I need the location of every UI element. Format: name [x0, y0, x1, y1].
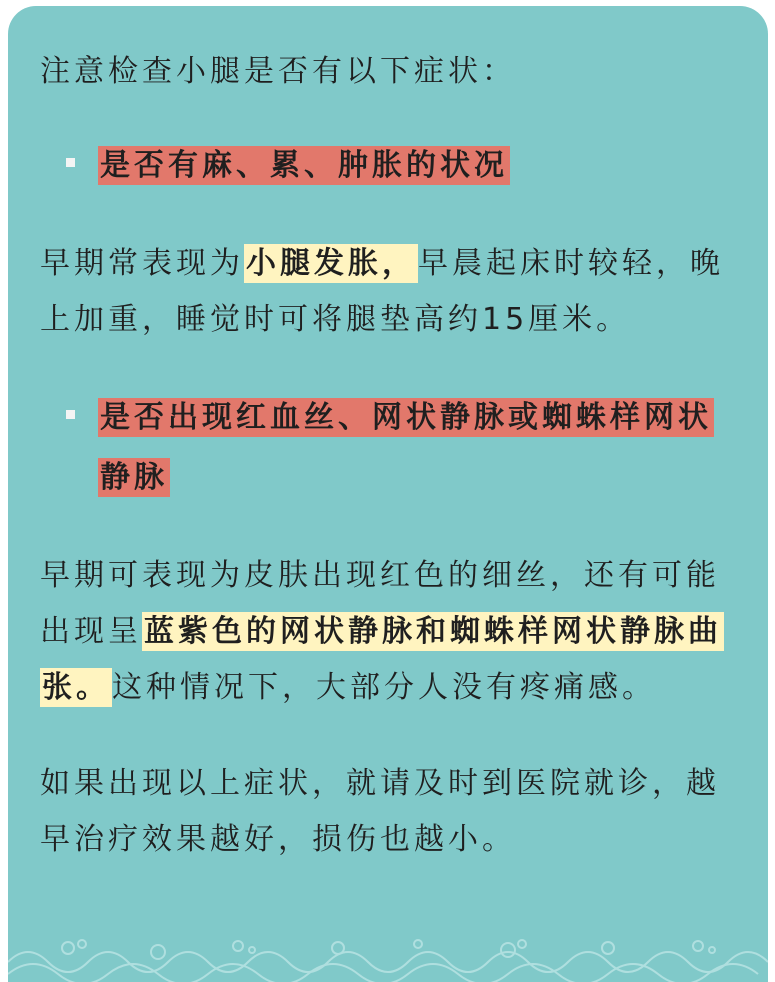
paragraph-2-highlight: 蓝紫色的网状静脉和蜘蛛样网状静脉曲张。: [42, 614, 722, 705]
paragraph-2: [40, 548, 740, 716]
paragraph-1-highlight: 小腿发胀，: [246, 246, 416, 281]
article-content: [40, 44, 740, 868]
article-card: [8, 6, 768, 982]
spacer: [40, 508, 740, 548]
intro-text: 注意检查小腿是否有以下症状：: [40, 54, 516, 89]
bullet-item-2-text: 是否出现红血丝、网状静脉或蜘蛛样网状静脉: [100, 400, 712, 495]
paragraph-1-after: 早晨起床时较轻，晚上加重，睡觉时可将腿垫高约15厘米。: [40, 246, 724, 337]
square-bullet-icon: [66, 158, 75, 167]
paragraph-3: 如果出现以上症状，就请及时到医院就诊，越早治疗效果越好，损伤也越小。: [40, 766, 720, 857]
paragraph-2-before: 早期可表现为皮肤出现红色的细丝，还有可能出现呈: [40, 558, 720, 649]
spacer: [40, 348, 740, 388]
spacer: [40, 716, 740, 756]
spacer: [40, 196, 740, 236]
bullet-item-1-text: 是否有麻、累、肿胀的状况: [100, 148, 508, 183]
bullet-item-2: [40, 388, 740, 508]
square-bullet-icon: [66, 410, 75, 419]
bullet-item-1: [40, 136, 740, 196]
paragraph-1-before: 早期常表现为: [40, 246, 244, 281]
wave-decoration-icon: [8, 922, 768, 982]
paragraph-2-after: 这种情况下，大部分人没有疼痛感。: [112, 670, 656, 705]
paragraph-1: [40, 236, 740, 348]
